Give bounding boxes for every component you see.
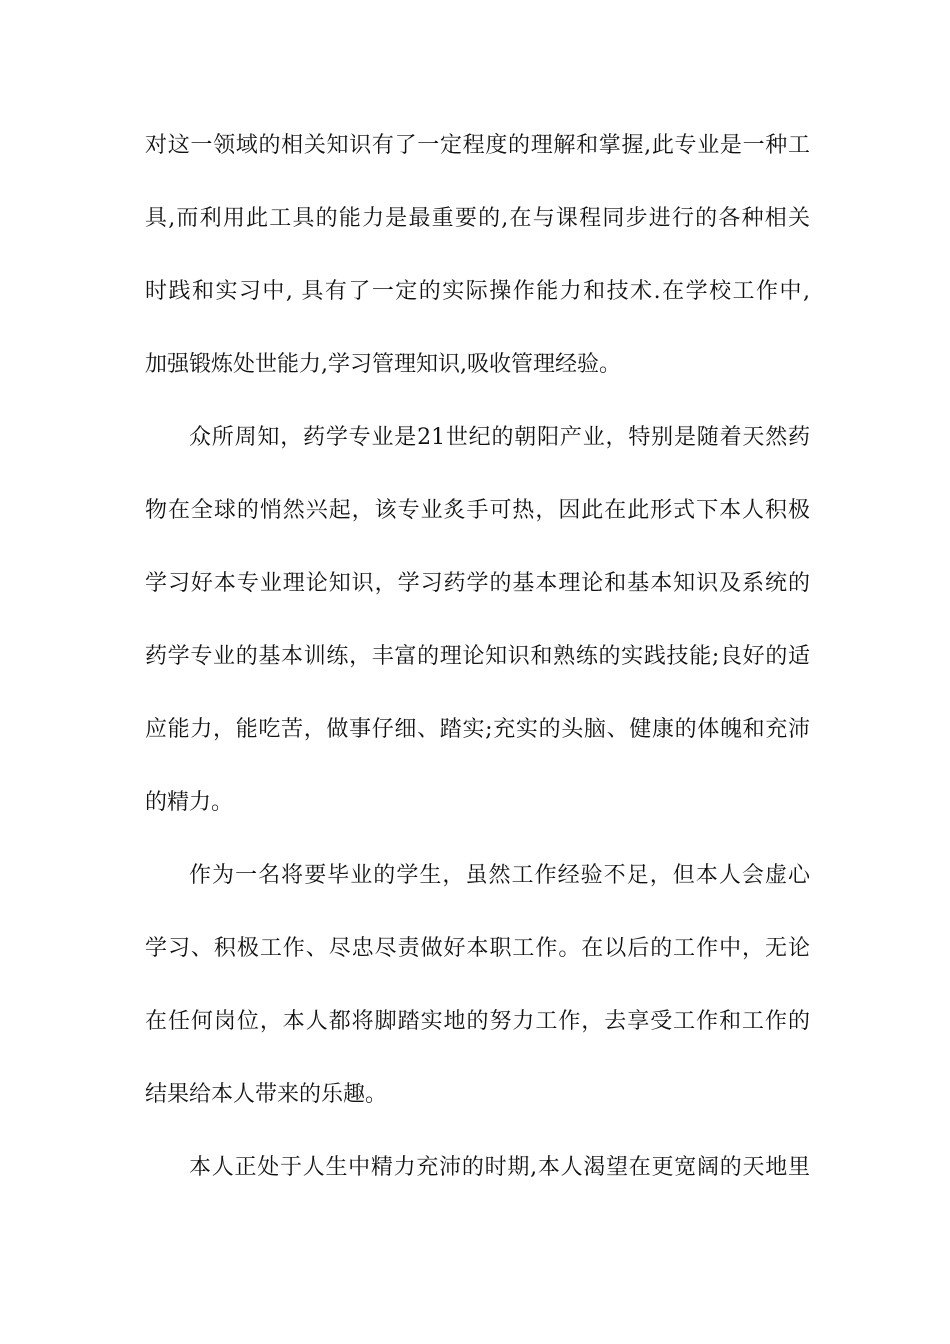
document-body — [145, 133, 810, 1228]
text-line: 时践和实习中, 具有了一定的实际操作能力和技术.在学校工作中, — [145, 279, 810, 304]
paragraph-first-line: 作为一名将要毕业的学生，虽然工作经验不足，但本人会虚心 — [189, 863, 810, 888]
text-line: 学习好本专业理论知识，学习药学的基本理论和基本知识及系统的 — [145, 571, 810, 596]
text-line: 对这一领域的相关知识有了一定程度的理解和掌握,此专业是一种工 — [145, 133, 810, 158]
text-line: 学习、积极工作、尽忠尽责做好本职工作。在以后的工作中，无论 — [145, 936, 810, 961]
text-line: 具,而利用此工具的能力是最重要的,在与课程同步进行的各种相关 — [145, 206, 810, 231]
text-line: 应能力，能吃苦，做事仔细、踏实;充实的头脑、健康的体魄和充沛 — [145, 717, 810, 742]
text-line: 在任何岗位，本人都将脚踏实地的努力工作，去享受工作和工作的 — [145, 1009, 810, 1034]
paragraph-first-line: 众所周知，药学专业是21世纪的朝阳产业，特别是随着天然药 — [189, 425, 810, 450]
text-line: 加强锻炼处世能力,学习管理知识,吸收管理经验。 — [145, 352, 621, 377]
paragraph-first-line: 本人正处于人生中精力充沛的时期,本人渴望在更宽阔的天地里 — [189, 1155, 810, 1180]
text-line: 药学专业的基本训练，丰富的理论知识和熟练的实践技能;良好的适 — [145, 644, 810, 669]
text-line: 的精力。 — [145, 790, 234, 815]
text-line: 物在全球的悄然兴起，该专业炙手可热，因此在此形式下本人积极 — [145, 498, 810, 523]
text-line: 结果给本人带来的乐趣。 — [145, 1082, 388, 1107]
